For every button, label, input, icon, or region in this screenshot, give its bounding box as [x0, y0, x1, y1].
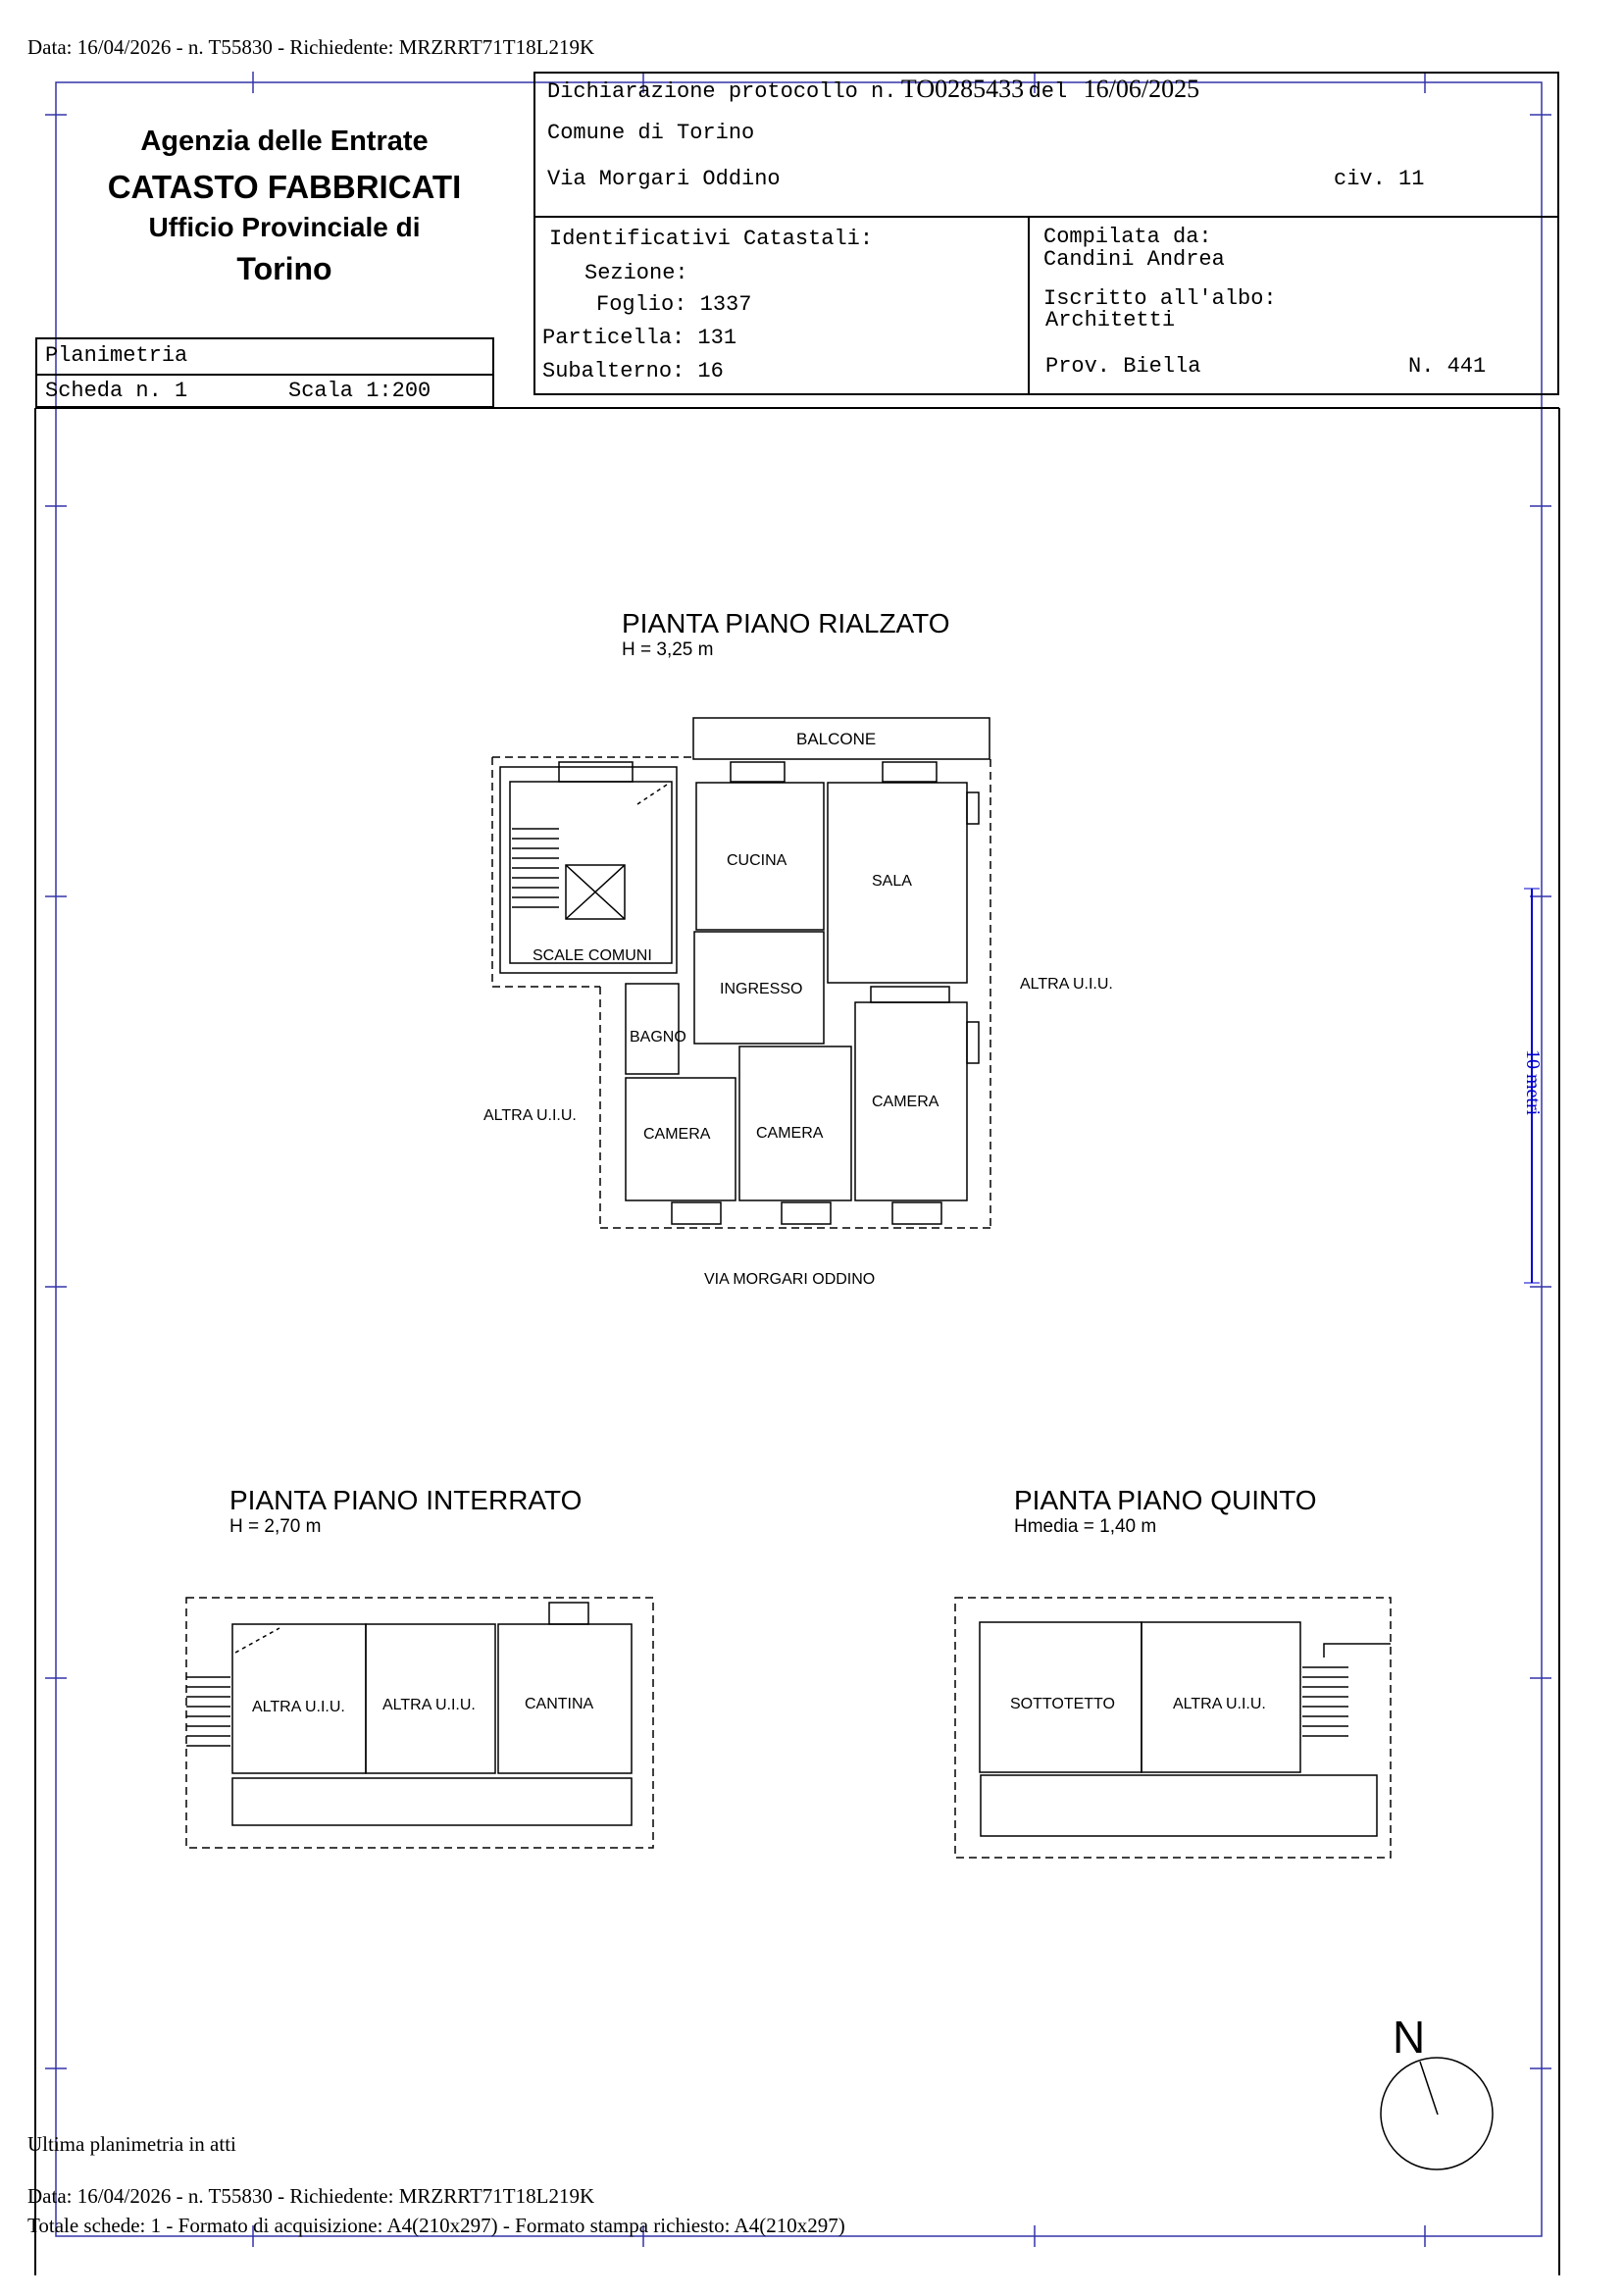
interrato-altra-2: ALTRA U.I.U. [382, 1697, 476, 1713]
quinto-sottotetto: SOTTOTETTO [1010, 1696, 1115, 1712]
identificativi-title: Identificativi Catastali: [549, 227, 874, 251]
rialzato-title: PIANTA PIANO RIALZATO [622, 608, 950, 638]
room-balcone: BALCONE [796, 730, 877, 748]
protocol-number: TO0285433 [900, 75, 1025, 103]
top-request-line: Data: 16/04/2026 - n. T55830 - Richiedente: MRZRRT71T18L219K [27, 35, 595, 59]
foglio: Foglio: 1337 [596, 292, 752, 317]
footer-data: Data: 16/04/2026 - n. T55830 - Richiedente: MRZRRT71T18L219K [27, 2184, 595, 2208]
room-bagno: BAGNO [630, 1029, 686, 1046]
subalterno: Subalterno: 16 [542, 359, 724, 383]
sezione: Sezione: [584, 261, 688, 285]
ufficio-city: Torino [236, 251, 332, 286]
albo-value: Architetti [1045, 308, 1176, 332]
north-compass-icon [1373, 2050, 1500, 2177]
rialzato-height: H = 3,25 m [622, 639, 714, 660]
particella: Particella: 131 [542, 326, 737, 350]
protocol-del: del [1028, 79, 1068, 104]
quinto-height: Hmedia = 1,40 m [1014, 1516, 1157, 1537]
comune: Comune di Torino [547, 121, 755, 145]
planimetria-label: Planimetria [45, 343, 188, 368]
quinto-title: PIANTA PIANO QUINTO [1014, 1485, 1317, 1515]
provincia: Prov. Biella [1045, 354, 1201, 379]
room-camera-1: CAMERA [643, 1126, 711, 1143]
scale-bar-label: 10 metri [1522, 1049, 1544, 1116]
room-scale-comuni: SCALE COMUNI [533, 947, 652, 964]
footer-last-plan: Ultima planimetria in atti [27, 2132, 236, 2156]
protocol-date: 16/06/2025 [1083, 75, 1200, 103]
footer-totale: Totale schede: 1 - Formato di acquisizione: A4(210x297) - Formato stampa richiesto: A4(210x297) [27, 2214, 845, 2237]
compilata-label: Compilata da: [1043, 225, 1212, 249]
room-sala: SALA [872, 873, 912, 890]
street-label: VIA MORGARI ODDINO [704, 1271, 876, 1288]
interrato-height: H = 2,70 m [229, 1516, 322, 1537]
civico: civ. 11 [1334, 167, 1425, 191]
agency-name: Agenzia delle Entrate [140, 126, 429, 157]
compilata-name: Candini Andrea [1043, 247, 1225, 272]
protocol-label: Dichiarazione protocollo n. [547, 79, 897, 104]
room-camera-2: CAMERA [756, 1125, 824, 1142]
interrato-altra-1: ALTRA U.I.U. [252, 1699, 345, 1715]
scala-label: Scala 1:200 [288, 379, 431, 403]
north-label: N [1393, 2012, 1426, 2063]
quinto-altra: ALTRA U.I.U. [1173, 1696, 1266, 1712]
altra-uiu-right: ALTRA U.I.U. [1020, 976, 1113, 993]
room-camera-3: CAMERA [872, 1094, 939, 1110]
interrato-cantina: CANTINA [525, 1696, 594, 1712]
room-cucina: CUCINA [727, 852, 787, 869]
interrato-title: PIANTA PIANO INTERRATO [229, 1485, 583, 1515]
via: Via Morgari Oddino [547, 167, 781, 191]
albo-number: N. 441 [1408, 354, 1487, 379]
albo-label: Iscritto all'albo: [1043, 286, 1277, 311]
altra-uiu-left: ALTRA U.I.U. [483, 1107, 577, 1124]
catasto-title: CATASTO FABBRICATI [107, 169, 462, 205]
room-ingresso: INGRESSO [720, 981, 803, 997]
ufficio-label: Ufficio Provinciale di [148, 212, 421, 242]
scheda-number: Scheda n. 1 [45, 379, 188, 403]
